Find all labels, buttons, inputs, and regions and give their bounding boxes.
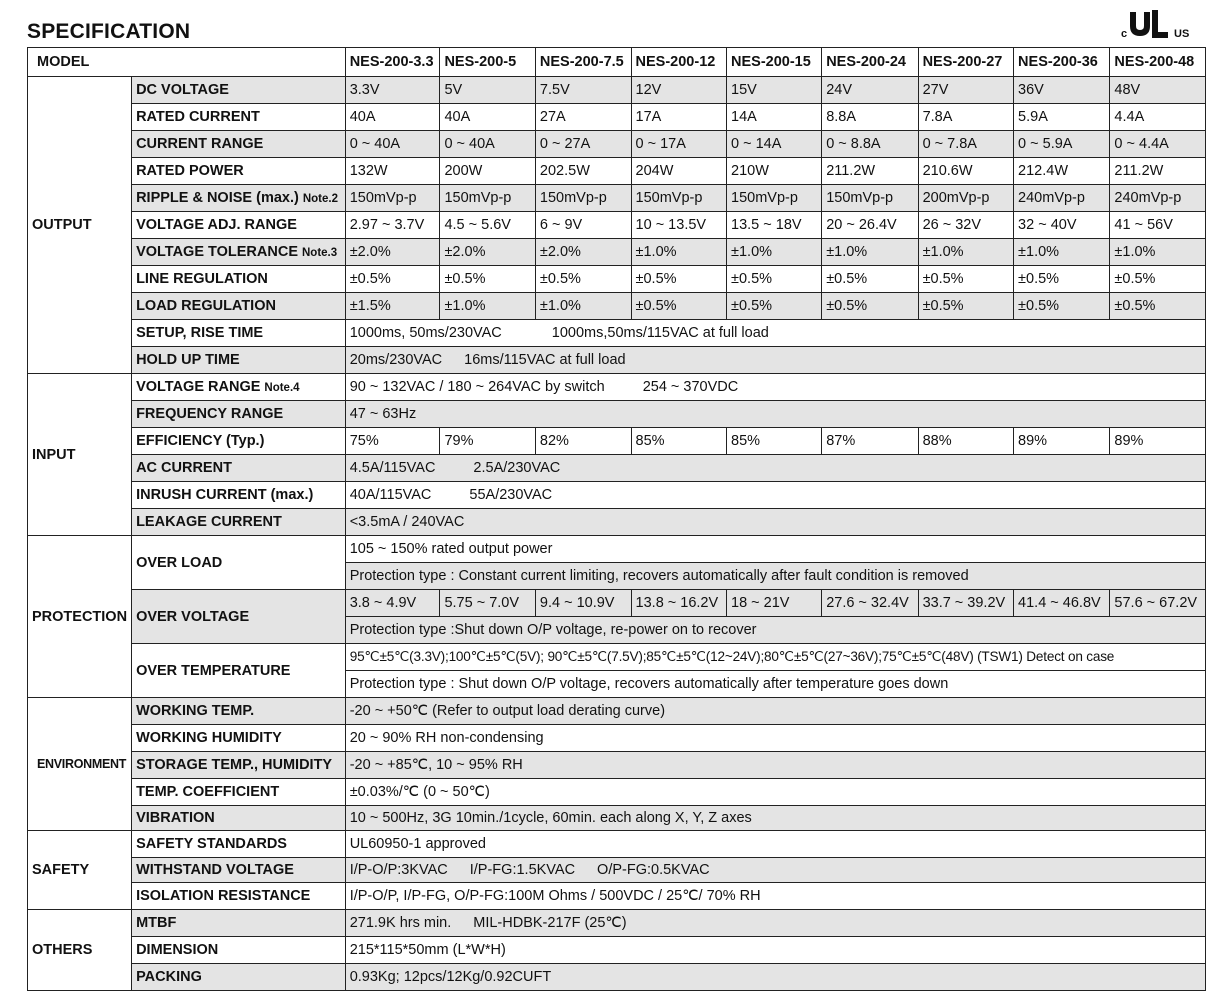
spec-value: ±1.0% (918, 239, 1013, 266)
spec-value-text: 55A/230VAC (469, 487, 553, 503)
spec-value (345, 910, 1205, 937)
spec-value: 5V (440, 77, 535, 104)
spec-row (28, 858, 1206, 883)
spec-value: 211.2W (1110, 158, 1206, 185)
spec-value: 0 ~ 7.8A (918, 131, 1013, 158)
spec-value-text: Protection type :Shut down O/P voltage, re-power on to recover (349, 622, 757, 638)
spec-label (132, 964, 346, 991)
spec-value-text: I/P-O/P, I/P-FG, O/P-FG:100M Ohms / 500VDC / 25℃/ 70% RH (349, 888, 761, 904)
spec-label-text: OVER LOAD (136, 554, 223, 571)
spec-value-text: 105 ~ 150% rated output power (349, 541, 553, 557)
spec-value (345, 806, 1205, 831)
model-header: MODEL (28, 48, 346, 77)
spec-label-text: RATED POWER (136, 163, 244, 179)
spec-value: 4.4A (1110, 104, 1206, 131)
spec-value (345, 563, 1205, 590)
spec-value: 6 ~ 9V (535, 212, 631, 239)
spec-label-text: OVER VOLTAGE (136, 608, 250, 625)
ul-recognized-mark (1118, 6, 1198, 42)
spec-value: 40A (345, 104, 440, 131)
spec-label-text: SETUP, RISE TIME (136, 325, 264, 341)
spec-label-text: VOLTAGE ADJ. RANGE (136, 217, 297, 233)
spec-value (345, 698, 1205, 725)
spec-value: 85% (631, 428, 726, 455)
spec-value: 85% (727, 428, 822, 455)
spec-label (132, 831, 346, 858)
spec-value: 211.2W (822, 158, 918, 185)
spec-value (345, 752, 1205, 779)
spec-label (132, 77, 346, 104)
spec-label-text: PACKING (136, 969, 202, 985)
spec-value: 14A (727, 104, 822, 131)
spec-value (345, 779, 1205, 806)
spec-label (132, 644, 346, 698)
spec-note: Note.3 (301, 247, 338, 259)
spec-value: ±0.5% (822, 293, 918, 320)
spec-label (132, 185, 346, 212)
spec-value: 3.3V (345, 77, 440, 104)
spec-label-text: LEAKAGE CURRENT (136, 514, 282, 530)
spec-row (28, 212, 1206, 239)
spec-label (132, 858, 346, 883)
spec-value: ±0.5% (631, 293, 726, 320)
spec-row (28, 831, 1206, 858)
spec-value: 87% (822, 428, 918, 455)
spec-value-text: O/P-FG:0.5KVAC (597, 862, 710, 878)
spec-value (345, 320, 1205, 347)
spec-value: ±0.5% (1110, 293, 1206, 320)
spec-table (27, 47, 1206, 991)
spec-value-text: 2.5A/230VAC (473, 460, 561, 476)
spec-value: 79% (440, 428, 535, 455)
spec-value-text: 1000ms,50ms/115VAC at full load (551, 325, 769, 341)
spec-label-text: MTBF (136, 915, 177, 931)
spec-value: ±0.5% (918, 293, 1013, 320)
spec-label (132, 779, 346, 806)
model-name: NES-200-7.5 (535, 48, 631, 77)
spec-value: ±1.5% (345, 293, 440, 320)
spec-value: 15V (727, 77, 822, 104)
spec-label-text: VIBRATION (136, 810, 215, 826)
spec-row (28, 806, 1206, 831)
spec-value (345, 671, 1205, 698)
spec-value: 20 ~ 26.4V (822, 212, 918, 239)
spec-value: 26 ~ 32V (918, 212, 1013, 239)
spec-value (345, 617, 1205, 644)
spec-label-text: WORKING TEMP. (136, 703, 255, 719)
spec-value-text: MIL-HDBK-217F (25℃) (473, 915, 627, 931)
spec-value: ±1.0% (1014, 239, 1110, 266)
spec-label (132, 698, 346, 725)
spec-value: 200mVp-p (918, 185, 1013, 212)
spec-value (345, 937, 1205, 964)
spec-value: 8.8A (822, 104, 918, 131)
spec-value-text: 20ms/230VAC (349, 352, 443, 368)
spec-value: 27A (535, 104, 631, 131)
spec-value: 204W (631, 158, 726, 185)
spec-value-text: 4.5A/115VAC (349, 460, 436, 476)
spec-value: 150mVp-p (535, 185, 631, 212)
spec-value-text: 90 ~ 132VAC / 180 ~ 264VAC by switch (349, 379, 605, 395)
spec-value: 89% (1014, 428, 1110, 455)
spec-value: ±2.0% (440, 239, 535, 266)
spec-value: 240mVp-p (1014, 185, 1110, 212)
spec-label (132, 806, 346, 831)
spec-value: 13.8 ~ 16.2V (631, 590, 726, 617)
spec-row (28, 509, 1206, 536)
spec-row (28, 239, 1206, 266)
model-name: NES-200-12 (631, 48, 726, 77)
svg-text:US: US (1174, 28, 1190, 40)
spec-value (345, 964, 1205, 991)
spec-value: 240mVp-p (1110, 185, 1206, 212)
spec-value: 7.5V (535, 77, 631, 104)
spec-label (132, 347, 346, 374)
spec-label-text: FREQUENCY RANGE (136, 406, 284, 422)
spec-value: ±0.5% (918, 266, 1013, 293)
spec-value: 48V (1110, 77, 1206, 104)
section-label: PROTECTION (28, 536, 132, 698)
spec-label-text: DC VOLTAGE (136, 82, 229, 98)
spec-value: 0 ~ 14A (727, 131, 822, 158)
spec-value-text: <3.5mA / 240VAC (349, 514, 465, 530)
spec-value: ±1.0% (535, 293, 631, 320)
spec-value: 82% (535, 428, 631, 455)
model-name: NES-200-48 (1110, 48, 1206, 77)
spec-row (28, 536, 1206, 563)
spec-label (132, 752, 346, 779)
spec-label (132, 401, 346, 428)
spec-value: 10 ~ 13.5V (631, 212, 726, 239)
spec-label (132, 239, 346, 266)
spec-row (28, 401, 1206, 428)
spec-label (132, 590, 346, 644)
spec-value (345, 509, 1205, 536)
spec-value: 57.6 ~ 67.2V (1110, 590, 1206, 617)
section-label: OUTPUT (28, 77, 132, 374)
spec-value: 9.4 ~ 10.9V (535, 590, 631, 617)
spec-label (132, 725, 346, 752)
spec-row (28, 185, 1206, 212)
spec-value: ±0.5% (535, 266, 631, 293)
spec-row (28, 293, 1206, 320)
spec-value: 40A (440, 104, 535, 131)
spec-row (28, 77, 1206, 104)
spec-value: 210.6W (918, 158, 1013, 185)
spec-row (28, 752, 1206, 779)
spec-value: 212.4W (1014, 158, 1110, 185)
spec-row (28, 590, 1206, 617)
page-title: SPECIFICATION (27, 20, 191, 43)
spec-label-text: CURRENT RANGE (136, 136, 264, 152)
spec-row (28, 374, 1206, 401)
spec-label (132, 320, 346, 347)
spec-value: 41 ~ 56V (1110, 212, 1206, 239)
section-label: INPUT (28, 374, 132, 536)
spec-value: 12V (631, 77, 726, 104)
spec-value: 36V (1014, 77, 1110, 104)
spec-value: 7.8A (918, 104, 1013, 131)
spec-value-text: 47 ~ 63Hz (349, 406, 417, 422)
spec-value-text: -20 ~ +85℃, 10 ~ 95% RH (349, 757, 523, 773)
spec-label-text: VOLTAGE RANGE (136, 379, 261, 395)
spec-value: 3.8 ~ 4.9V (345, 590, 440, 617)
spec-row (28, 964, 1206, 991)
spec-value: ±2.0% (345, 239, 440, 266)
spec-value: 0 ~ 8.8A (822, 131, 918, 158)
spec-value: 0 ~ 40A (440, 131, 535, 158)
spec-value (345, 858, 1205, 883)
spec-row (28, 698, 1206, 725)
spec-label-text: STORAGE TEMP., HUMIDITY (136, 757, 333, 773)
spec-label (132, 293, 346, 320)
spec-label (132, 158, 346, 185)
spec-label-text: RATED CURRENT (136, 109, 260, 125)
spec-value-text: I/P-FG:1.5KVAC (469, 862, 576, 878)
spec-value: 4.5 ~ 5.6V (440, 212, 535, 239)
spec-row (28, 937, 1206, 964)
spec-value (345, 883, 1205, 910)
model-name: NES-200-15 (727, 48, 822, 77)
spec-value: 75% (345, 428, 440, 455)
spec-row (28, 910, 1206, 937)
spec-value: ±0.5% (440, 266, 535, 293)
spec-label (132, 212, 346, 239)
spec-label-text: AC CURRENT (136, 460, 232, 476)
spec-value-text: Protection type : Constant current limiting, recovers automatically after fault condition is removed (349, 568, 969, 584)
spec-value (345, 536, 1205, 563)
spec-label-text: TEMP. COEFFICIENT (136, 784, 280, 800)
spec-label-text: WITHSTAND VOLTAGE (136, 862, 294, 878)
spec-label (132, 883, 346, 910)
spec-value: ±1.0% (727, 239, 822, 266)
spec-label-text: RIPPLE & NOISE (max.) (136, 190, 299, 206)
spec-value: ±1.0% (1110, 239, 1206, 266)
spec-value-text: 271.9K hrs min. (349, 915, 452, 931)
spec-label (132, 455, 346, 482)
spec-value-text: 10 ~ 500Hz, 3G 10min./1cycle, 60min. each along X, Y, Z axes (349, 810, 752, 826)
spec-value: ±2.0% (535, 239, 631, 266)
spec-row (28, 482, 1206, 509)
spec-value: 2.97 ~ 3.7V (345, 212, 440, 239)
spec-value: 150mVp-p (631, 185, 726, 212)
spec-value: ±0.5% (345, 266, 440, 293)
spec-value-text: 16ms/115VAC at full load (464, 352, 626, 368)
spec-value: 0 ~ 17A (631, 131, 726, 158)
spec-value: 210W (727, 158, 822, 185)
svg-text:c: c (1121, 28, 1128, 40)
model-name: NES-200-24 (822, 48, 918, 77)
spec-value: ±1.0% (440, 293, 535, 320)
spec-value (345, 401, 1205, 428)
spec-value: 132W (345, 158, 440, 185)
spec-value-text: 254 ~ 370VDC (642, 379, 739, 395)
spec-label (132, 428, 346, 455)
spec-label (132, 509, 346, 536)
spec-label-text: EFFICIENCY (Typ.) (136, 433, 265, 449)
spec-value-text: 215*115*50mm (L*W*H) (349, 942, 506, 958)
spec-label (132, 910, 346, 937)
spec-value: 150mVp-p (727, 185, 822, 212)
spec-value: ±0.5% (1014, 266, 1110, 293)
section-label: SAFETY (28, 831, 132, 910)
spec-value: 0 ~ 40A (345, 131, 440, 158)
section-label: ENVIRONMENT (28, 698, 132, 831)
spec-value: 13.5 ~ 18V (727, 212, 822, 239)
spec-row (28, 428, 1206, 455)
spec-label-text: SAFETY STANDARDS (136, 836, 287, 852)
spec-value (345, 831, 1205, 858)
spec-value (345, 374, 1205, 401)
spec-value: 150mVp-p (440, 185, 535, 212)
spec-value: 24V (822, 77, 918, 104)
spec-label (132, 536, 346, 590)
spec-label (132, 266, 346, 293)
spec-value: 0 ~ 27A (535, 131, 631, 158)
spec-label-text: VOLTAGE TOLERANCE (136, 244, 298, 260)
spec-value: 5.9A (1014, 104, 1110, 131)
spec-label-text: HOLD UP TIME (136, 352, 240, 368)
spec-value: 18 ~ 21V (727, 590, 822, 617)
spec-label (132, 937, 346, 964)
spec-label-text: LOAD REGULATION (136, 298, 276, 314)
spec-value: ±1.0% (631, 239, 726, 266)
spec-value-text: ±0.03%/℃ (0 ~ 50℃) (349, 784, 490, 800)
spec-value: ±1.0% (822, 239, 918, 266)
spec-label-text: LINE REGULATION (136, 271, 268, 287)
spec-value: ±0.5% (822, 266, 918, 293)
spec-value: 5.75 ~ 7.0V (440, 590, 535, 617)
spec-value: ±0.5% (727, 266, 822, 293)
spec-value: 0 ~ 5.9A (1014, 131, 1110, 158)
spec-note: Note.2 (302, 193, 338, 205)
spec-value: 0 ~ 4.4A (1110, 131, 1206, 158)
spec-value-text: 95℃±5℃(3.3V);100℃±5℃(5V); 90℃±5℃(7.5V);85℃±5℃(12~24V);80℃±5℃(27~36V);75℃±5℃(48V) (TSW1) Detect on case (349, 649, 1115, 664)
spec-value: 89% (1110, 428, 1206, 455)
spec-value: 41.4 ~ 46.8V (1014, 590, 1110, 617)
spec-label (132, 482, 346, 509)
spec-row (28, 455, 1206, 482)
spec-value: 202.5W (535, 158, 631, 185)
model-name: NES-200-3.3 (345, 48, 440, 77)
spec-value-text: Protection type : Shut down O/P voltage, recovers automatically after temperature goes down (349, 676, 949, 692)
spec-value-text: I/P-O/P:3KVAC (349, 862, 448, 878)
spec-label (132, 374, 346, 401)
spec-note: Note.4 (264, 382, 300, 394)
spec-value: ±0.5% (631, 266, 726, 293)
spec-row (28, 347, 1206, 374)
spec-row (28, 644, 1206, 671)
spec-row (28, 104, 1206, 131)
spec-label-text: WORKING HUMIDITY (136, 730, 282, 746)
spec-value: 33.7 ~ 39.2V (918, 590, 1013, 617)
spec-value (345, 725, 1205, 752)
spec-value: 88% (918, 428, 1013, 455)
spec-value: 200W (440, 158, 535, 185)
spec-label (132, 104, 346, 131)
spec-value-text: 40A/115VAC (349, 487, 432, 503)
spec-value-text: 1000ms, 50ms/230VAC (349, 325, 502, 341)
spec-value-text: 20 ~ 90% RH non-condensing (349, 730, 544, 746)
model-name: NES-200-36 (1014, 48, 1110, 77)
spec-value (345, 455, 1205, 482)
spec-row (28, 725, 1206, 752)
spec-row (28, 158, 1206, 185)
spec-value: 150mVp-p (822, 185, 918, 212)
spec-value-text: UL60950-1 approved (349, 836, 486, 852)
spec-row (28, 320, 1206, 347)
section-label: OTHERS (28, 910, 132, 991)
spec-value (345, 347, 1205, 374)
spec-label (132, 131, 346, 158)
spec-value-text: -20 ~ +50℃ (Refer to output load derating curve) (349, 703, 666, 719)
spec-label-text: OVER TEMPERATURE (136, 662, 291, 679)
spec-value: ±0.5% (1014, 293, 1110, 320)
spec-label-text: ISOLATION RESISTANCE (136, 888, 311, 904)
spec-value: 17A (631, 104, 726, 131)
spec-row (28, 779, 1206, 806)
spec-label-text: DIMENSION (136, 942, 219, 958)
spec-value: ±0.5% (1110, 266, 1206, 293)
model-name: NES-200-5 (440, 48, 535, 77)
spec-value-text: 0.93Kg; 12pcs/12Kg/0.92CUFT (349, 969, 552, 985)
spec-value: 27V (918, 77, 1013, 104)
spec-value (345, 482, 1205, 509)
spec-label-text: INRUSH CURRENT (max.) (136, 487, 314, 503)
model-name: NES-200-27 (918, 48, 1013, 77)
spec-value: 27.6 ~ 32.4V (822, 590, 918, 617)
spec-row (28, 131, 1206, 158)
spec-value: 150mVp-p (345, 185, 440, 212)
spec-value: 32 ~ 40V (1014, 212, 1110, 239)
spec-row (28, 266, 1206, 293)
spec-row (28, 883, 1206, 910)
spec-value (345, 644, 1205, 671)
spec-value: ±0.5% (727, 293, 822, 320)
spec-row (28, 48, 1206, 77)
